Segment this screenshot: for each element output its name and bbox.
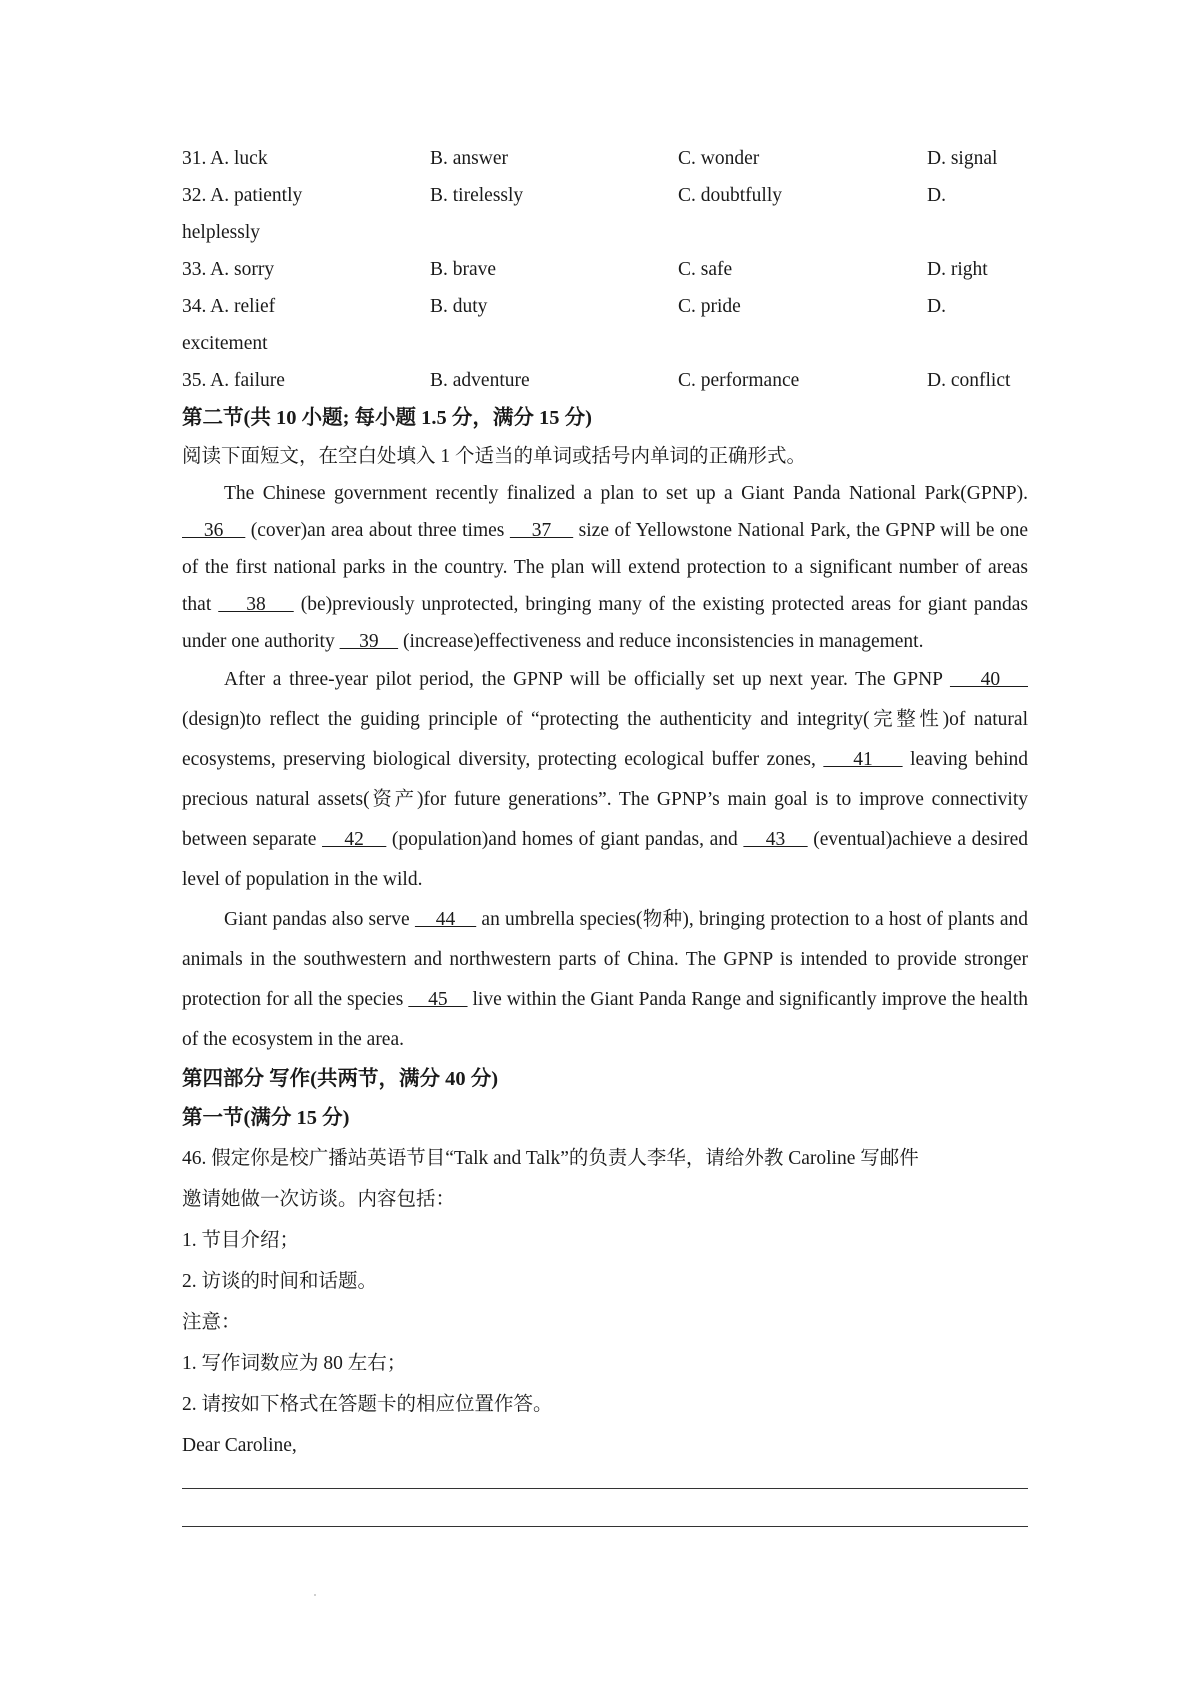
blank-41: 41 bbox=[823, 749, 903, 770]
passage-text: (be)previously unprotected, bringing many of the existing protected areas for giant pandas under one authority bbox=[182, 594, 1029, 652]
option-d-text: helplessly bbox=[182, 222, 260, 243]
option-d: D. conflict bbox=[927, 370, 1011, 391]
option-d-wrap-34 bbox=[182, 325, 1028, 362]
passage-paragraph-2 bbox=[182, 660, 1028, 900]
passage-text: (eventual)achieve a desired level of population in the wild. bbox=[182, 829, 1028, 890]
notes-label: 注意： bbox=[182, 1312, 241, 1333]
option-c: C. safe bbox=[678, 259, 733, 280]
blank-40: 40 bbox=[949, 669, 1028, 690]
option-d: D. bbox=[927, 296, 946, 317]
passage-text: (increase)effectiveness and reduce inconsistencies in management. bbox=[398, 631, 924, 652]
subsection-heading: 第一节(满分 15 分) bbox=[182, 1107, 350, 1129]
question-row-33 bbox=[182, 251, 1028, 288]
blank-44: 44 bbox=[414, 909, 477, 930]
option-b: B. adventure bbox=[430, 370, 530, 391]
option-d-wrap-32 bbox=[182, 214, 1028, 251]
blank-38: 38 bbox=[218, 594, 294, 615]
option-d: D. signal bbox=[927, 148, 998, 169]
part-heading: 第四部分 写作(共两节，满分 40 分) bbox=[182, 1068, 499, 1090]
multiple-choice-options bbox=[182, 140, 1028, 399]
question-row-34 bbox=[182, 288, 1028, 325]
answer-line bbox=[182, 1526, 1028, 1527]
passage-text: (cover)an area about three times bbox=[245, 520, 510, 541]
option-d: D. right bbox=[927, 259, 988, 280]
passage-text: size of Yellowstone National Park, the GPNP will be one of the first national parks in the country. The plan will extend protection to a significant number of areas that bbox=[182, 520, 1029, 615]
option-b: B. answer bbox=[430, 148, 508, 169]
passage-text: Giant pandas also serve bbox=[224, 909, 415, 930]
option-a: 34. A. relief bbox=[182, 296, 276, 317]
passage-text: (design)to reflect the guiding principle of “protecting the authenticity and integrity(完整性)of natural ecosystems, preserving biological diversity, protecting ecological buffer zones, bbox=[182, 709, 1028, 770]
option-b: B. brave bbox=[430, 259, 497, 280]
writing-prompt-line-1: 46. 假定你是校广播站英语节目“Talk and Talk”的负责人李华，请给外教 Caroline 写邮件 bbox=[182, 1148, 919, 1169]
option-a: 31. A. luck bbox=[182, 148, 268, 169]
section-instruction: 阅读下面短文，在空白处填入 1 个适当的单词或括号内单词的正确形式。 bbox=[182, 446, 807, 467]
passage-text: (population)and homes of giant pandas, and bbox=[386, 829, 744, 850]
letter-salutation: Dear Caroline, bbox=[182, 1435, 297, 1456]
section-heading: 第二节(共 10 小题; 每小题 1.5 分，满分 15 分) bbox=[182, 407, 592, 429]
option-c: C. wonder bbox=[678, 148, 760, 169]
passage-text: live within the Giant Panda Range and significantly improve the health of the ecosystem in the area. bbox=[182, 989, 1029, 1050]
passage-paragraph-1 bbox=[182, 475, 1028, 660]
option-a: 33. A. sorry bbox=[182, 259, 275, 280]
scan-speck bbox=[314, 1594, 316, 1596]
note-2: 2. 请按如下格式在答题卡的相应位置作答。 bbox=[182, 1394, 553, 1415]
passage-text: leaving behind precious natural assets(资产)for future generations”. The GPNP’s main goal is to improve connectivity between separate bbox=[182, 749, 1029, 850]
blank-45: 45 bbox=[408, 989, 468, 1010]
passage-text: an umbrella species(物种), bringing protection to a host of plants and animals in the southwestern and northwestern parts of China. The GPNP is intended to provide stronger protection for all the species bbox=[182, 909, 1029, 1010]
question-row-35 bbox=[182, 362, 1028, 399]
option-c: C. doubtfully bbox=[678, 185, 783, 206]
option-b: B. duty bbox=[430, 296, 488, 317]
answer-line bbox=[182, 1488, 1028, 1489]
page-content bbox=[182, 140, 1028, 1527]
note-1: 1. 写作词数应为 80 左右； bbox=[182, 1353, 407, 1374]
option-c: C. performance bbox=[678, 370, 800, 391]
passage-paragraph-3 bbox=[182, 900, 1028, 1060]
writing-prompt-line-2: 邀请她做一次访谈。内容包括： bbox=[182, 1189, 456, 1210]
option-d-text: excitement bbox=[182, 333, 268, 354]
option-b: B. tirelessly bbox=[430, 185, 524, 206]
blank-37: 37 bbox=[509, 520, 574, 541]
question-row-32 bbox=[182, 177, 1028, 214]
passage-text: After a three-year pilot period, the GPNP will be officially set up next year. The GPNP bbox=[224, 669, 950, 690]
blank-43: 43 bbox=[743, 829, 808, 850]
passage-text: The Chinese government recently finalized a plan to set up a Giant Panda National Park(GPNP). bbox=[224, 483, 1028, 504]
blank-36: 36 bbox=[182, 520, 246, 541]
blank-39: 39 bbox=[339, 631, 399, 652]
blank-42: 42 bbox=[322, 829, 387, 850]
option-d: D. bbox=[927, 185, 946, 206]
content-item-2: 2. 访谈的时间和话题。 bbox=[182, 1271, 378, 1292]
content-item-1: 1. 节目介绍； bbox=[182, 1230, 300, 1251]
option-a: 32. A. patiently bbox=[182, 185, 303, 206]
option-c: C. pride bbox=[678, 296, 741, 317]
question-row-31 bbox=[182, 140, 1028, 177]
option-a: 35. A. failure bbox=[182, 370, 285, 391]
